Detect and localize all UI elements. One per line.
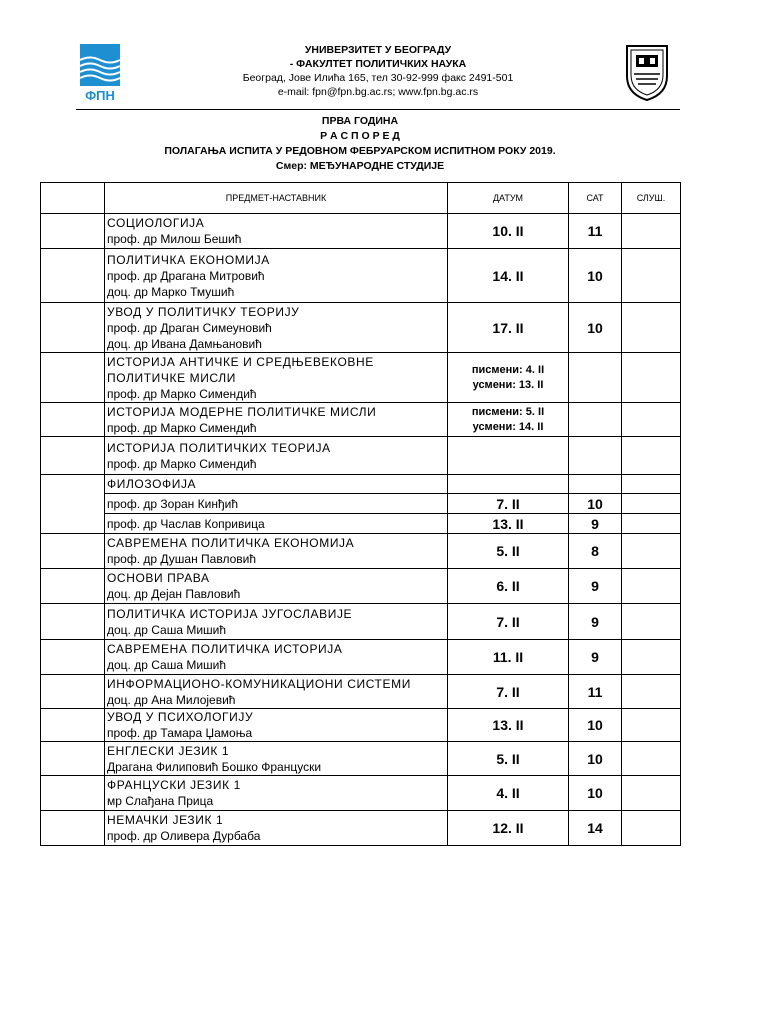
exam-date: 7. II xyxy=(448,675,569,709)
table-row xyxy=(41,709,681,742)
schedule-title: Р А С П О Р Е Д xyxy=(320,130,400,142)
teacher-name: проф. др Тамара Џамоња xyxy=(107,726,253,740)
teacher-name: проф. др Драгана Митровић xyxy=(107,268,265,283)
exam-date: 5. II xyxy=(448,742,569,776)
index-column-header xyxy=(41,183,105,214)
subject-name: ОСНОВИ ПРАВА xyxy=(107,571,210,585)
teacher-name: доц. др Ана Милојевић xyxy=(107,692,236,707)
table-row xyxy=(41,403,681,437)
teacher-name: Драгана Филиповић Бошко Француски xyxy=(107,759,322,774)
subject-name: СОЦИОЛОГИЈА xyxy=(107,216,205,230)
exam-hour: 10 xyxy=(569,494,622,514)
exam-room xyxy=(622,709,681,742)
teacher-name: проф. др Марко Симендић xyxy=(107,420,257,435)
exam-date: 11. II xyxy=(448,640,569,675)
exam-room xyxy=(622,742,681,776)
exam-date: 12. II xyxy=(448,811,569,846)
exam-room xyxy=(622,303,681,353)
exam-room xyxy=(622,640,681,675)
exam-date: 7. II xyxy=(448,494,569,514)
exam-hour: 9 xyxy=(569,569,622,604)
exam-room xyxy=(622,214,681,249)
subject-name: УВОД У ПОЛИТИЧКУ ТЕОРИЈУ xyxy=(107,304,300,319)
table-row xyxy=(41,437,681,475)
exam-hour: 11 xyxy=(569,214,622,249)
teacher-name: проф. др Марко Симендић xyxy=(107,456,257,471)
teacher-name: доц. др Ивана Дамњановић xyxy=(107,336,262,351)
date-column-header: ДАТУМ xyxy=(448,183,569,214)
exam-room xyxy=(622,776,681,811)
exam-date: 17. II xyxy=(448,303,569,353)
subject-name: ПОЛИТИЧКА ИСТОРИЈА ЈУГОСЛАВИЈЕ xyxy=(107,606,353,621)
table-row xyxy=(41,675,681,709)
table-row xyxy=(41,494,681,514)
table-row xyxy=(41,214,681,249)
subject-name: САВРЕМЕНА ПОЛИТИЧКА ЕКОНОМИЈА xyxy=(107,536,355,550)
subject-name: ИСТОРИЈА ПОЛИТИЧКИХ ТЕОРИЈА xyxy=(107,440,331,455)
exam-hour xyxy=(569,353,622,403)
exam-date: 5. II xyxy=(448,534,569,569)
table-row xyxy=(41,569,681,604)
teacher-name: доц. др Саша Мишић xyxy=(107,622,227,637)
table-row xyxy=(41,353,681,403)
teacher-name: мр Слађана Прица xyxy=(107,794,214,808)
subject-name: ФРАНЦУСКИ ЈЕЗИК 1 xyxy=(107,778,241,792)
table-header-row xyxy=(41,183,681,214)
exam-room xyxy=(622,437,681,475)
study-year: ПРВА ГОДИНА xyxy=(321,115,399,127)
subject-name: САВРЕМЕНА ПОЛИТИЧКА ИСТОРИЈА xyxy=(107,642,343,656)
exam-date xyxy=(448,437,569,475)
exam-room xyxy=(622,353,681,403)
exam-date: 13. II xyxy=(448,514,569,534)
faculty-name: - ФАКУЛТЕТ ПОЛИТИЧКИХ НАУКА xyxy=(289,58,467,70)
subject-name: ЕНГЛЕСКИ ЈЕЗИК 1 xyxy=(107,743,230,758)
exam-room xyxy=(622,494,681,514)
subject-name: ИСТОРИЈА АНТИЧКЕ И СРЕДЊЕВЕКОВНЕ xyxy=(107,354,374,369)
university-name: УНИВЕРЗИТЕТ У БЕОГРАДУ xyxy=(304,44,452,56)
exam-date: 10. II xyxy=(448,214,569,249)
table-row xyxy=(41,514,681,534)
exam-room xyxy=(622,403,681,437)
exam-room xyxy=(622,604,681,640)
exam-room xyxy=(622,811,681,846)
table-row xyxy=(41,604,681,640)
exam-date xyxy=(448,403,569,437)
written-exam-date: писмени: 4. II xyxy=(471,363,545,376)
schedule-subtitle: ПОЛАГАЊА ИСПИТА У РЕДОВНОМ ФЕБРУАРСКОМ ИСПИТНОМ РОКУ 2019. xyxy=(164,145,556,157)
oral-exam-date: усмени: 14. II xyxy=(472,420,544,433)
exam-hour xyxy=(569,437,622,475)
subject-name: ИНФОРМАЦИОНО-КОМУНИКАЦИОНИ СИСТЕМИ xyxy=(107,676,411,691)
exam-room xyxy=(622,675,681,709)
svg-text:ФПН: ФПН xyxy=(85,88,115,103)
exam-hour: 9 xyxy=(569,514,622,534)
exam-date: 14. II xyxy=(448,249,569,303)
oral-exam-date: усмени: 13. II xyxy=(472,378,544,391)
document-titles xyxy=(40,114,680,174)
exam-hour: 11 xyxy=(569,675,622,709)
subject-column-header: ПРЕДМЕТ-НАСТАВНИК xyxy=(105,183,448,214)
exam-hour: 10 xyxy=(569,776,622,811)
teacher-name: проф. др Часлав Копривица xyxy=(107,516,265,531)
teacher-name: доц. др Дејан Павловић xyxy=(107,587,241,601)
table-row xyxy=(41,640,681,675)
exam-date: 13. II xyxy=(448,709,569,742)
table-row xyxy=(41,249,681,303)
exam-room xyxy=(622,514,681,534)
teacher-name: проф. др Марко Симендић xyxy=(107,386,257,401)
exam-hour: 14 xyxy=(569,811,622,846)
study-direction: Смер: МЕЂУНАРОДНЕ СТУДИЈЕ xyxy=(275,160,445,172)
table-row xyxy=(41,534,681,569)
exam-schedule-table xyxy=(40,182,681,846)
exam-date: 7. II xyxy=(448,604,569,640)
faculty-address: Београд, Јове Илића 165, тел 30-92-999 факс 2491-501 xyxy=(242,72,514,84)
exam-hour: 9 xyxy=(569,640,622,675)
teacher-name: проф. др Зоран Кинђић xyxy=(107,496,238,511)
table-row xyxy=(41,742,681,776)
exam-date: 6. II xyxy=(448,569,569,604)
teacher-name: доц. др Саша Мишић xyxy=(107,658,227,672)
exam-hour: 10 xyxy=(569,709,622,742)
subject-name: ПОЛИТИЧКА ЕКОНОМИЈА xyxy=(107,252,270,267)
subject-name: ФИЛОЗОФИЈА xyxy=(107,477,197,491)
exam-date xyxy=(448,353,569,403)
room-column-header: СЛУШ. xyxy=(622,183,681,214)
exam-room xyxy=(622,534,681,569)
exam-room xyxy=(622,569,681,604)
document-header xyxy=(76,40,680,110)
university-crest xyxy=(622,42,672,102)
exam-hour: 8 xyxy=(569,534,622,569)
subject-name: НЕМАЧКИ ЈЕЗИК 1 xyxy=(107,813,224,827)
subject-name: ИСТОРИЈА МОДЕРНЕ ПОЛИТИЧКЕ МИСЛИ xyxy=(107,404,377,419)
exam-hour: 10 xyxy=(569,249,622,303)
hour-column-header: САТ xyxy=(569,183,622,214)
exam-hour xyxy=(569,403,622,437)
table-row xyxy=(41,303,681,353)
exam-hour: 10 xyxy=(569,303,622,353)
table-row xyxy=(41,776,681,811)
teacher-name: проф. др Драган Симеуновић xyxy=(107,320,272,335)
teacher-name: проф. др Душан Павловић xyxy=(107,552,257,566)
teacher-name: проф. др Оливера Дурбаба xyxy=(107,829,261,843)
table-row xyxy=(41,475,681,494)
teacher-name: проф. др Милош Бешић xyxy=(107,232,242,246)
subject-name: УВОД У ПСИХОЛОГИЈУ xyxy=(107,710,254,724)
exam-hour: 10 xyxy=(569,742,622,776)
teacher-name: доц. др Марко Тмушић xyxy=(107,284,235,299)
table-row xyxy=(41,811,681,846)
exam-hour: 9 xyxy=(569,604,622,640)
faculty-contact: e-mail: fpn@fpn.bg.ac.rs; www.fpn.bg.ac.rs xyxy=(277,86,479,98)
exam-date: 4. II xyxy=(448,776,569,811)
exam-room xyxy=(622,249,681,303)
written-exam-date: писмени: 5. II xyxy=(471,405,545,418)
subject-name: ПОЛИТИЧКЕ МИСЛИ xyxy=(107,370,236,385)
